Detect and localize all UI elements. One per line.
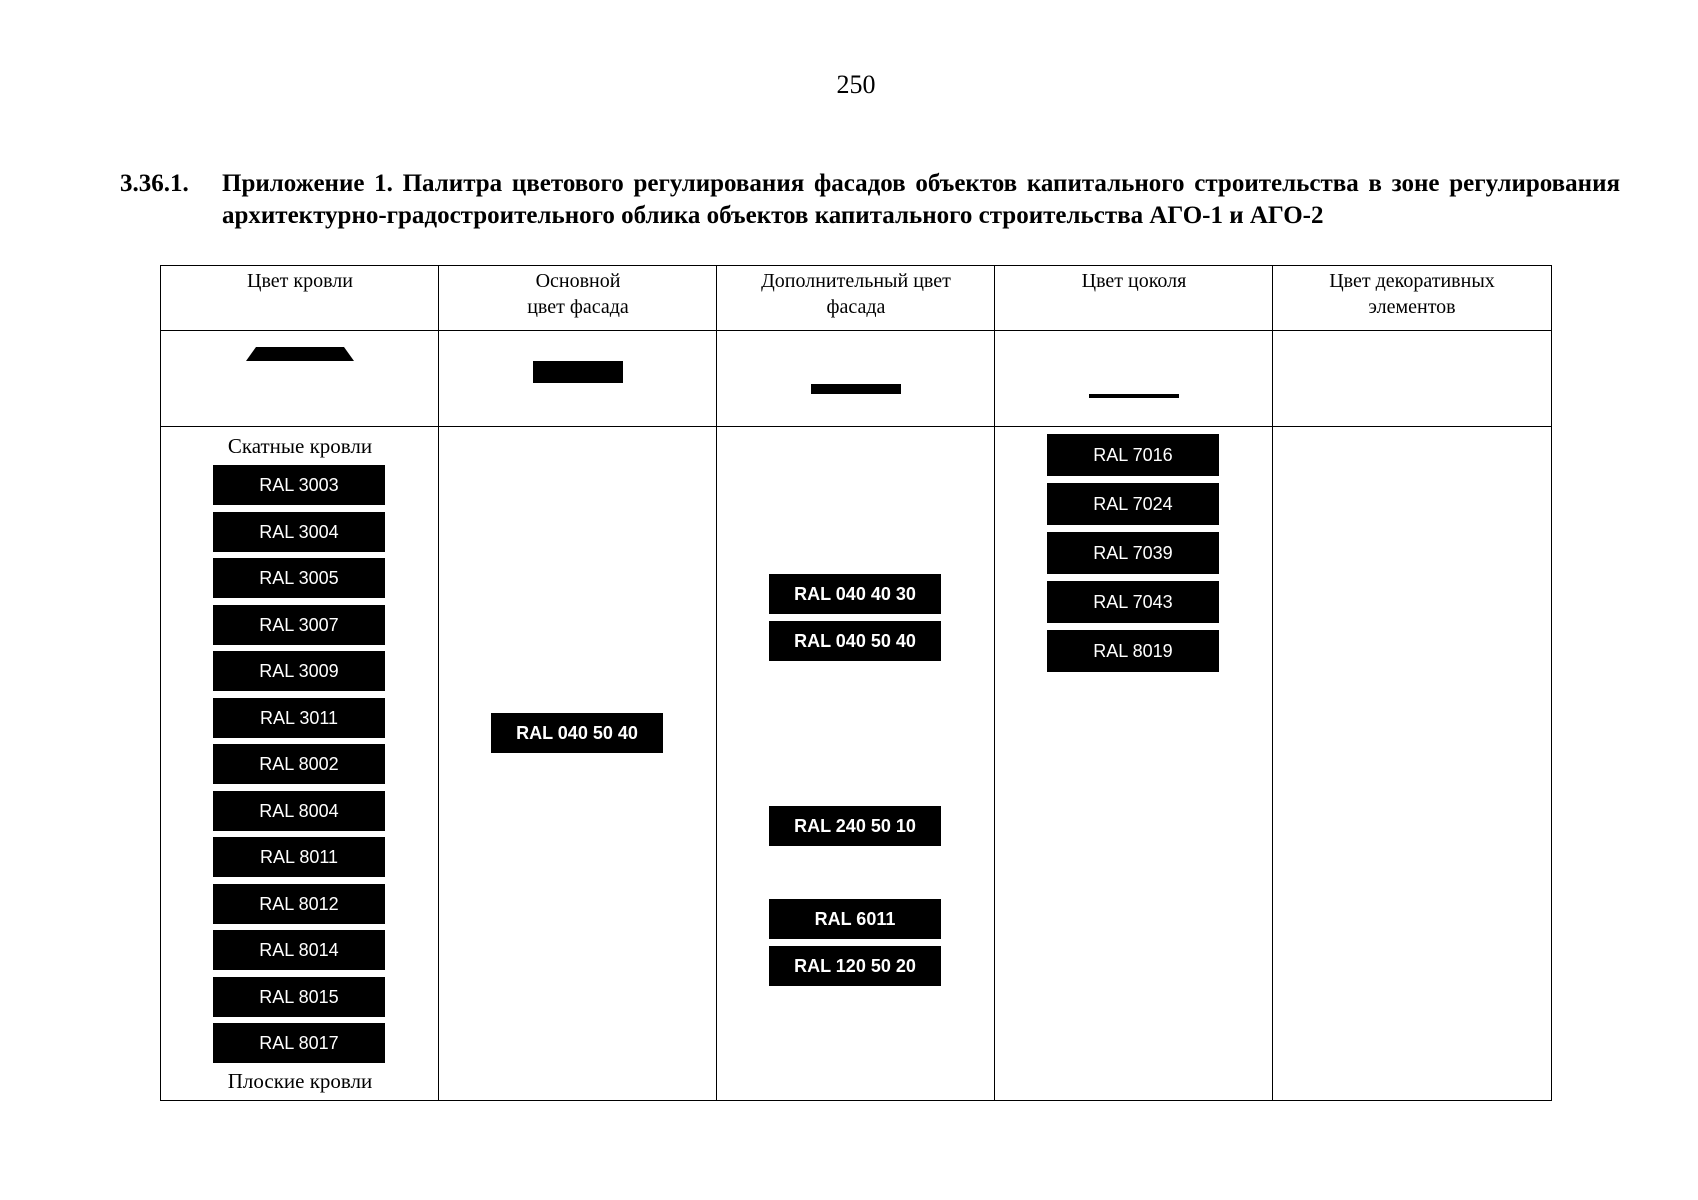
column-divider [1272,266,1273,1100]
header-plinth-color: Цвет цоколя [1081,270,1187,292]
additional-facade-color-chip: RAL 120 50 20 [769,946,941,986]
roof-color-chip: RAL 8004 [213,791,385,831]
color-palette-table [160,265,1552,1101]
plinth-color-chip: RAL 8019 [1047,630,1219,672]
main-facade-color-chip: RAL 040 50 40 [491,713,663,753]
additional-facade-color-chip: RAL 240 50 10 [769,806,941,846]
roof-color-chip: RAL 8012 [213,884,385,924]
section-title: Приложение 1. Палитра цветового регулирования фасадов объектов капитального строительства в зоне регулирования архитектурно-градостроительного облика объектов капитального строительства АГО-1 и АГО-2 [222,170,1620,229]
header-additional-facade-color: Дополнительный цвет фасада [761,270,951,318]
plinth-color-chip: RAL 7039 [1047,532,1219,574]
header-roof-color: Цвет кровли [247,270,353,292]
plinth-icon [1089,394,1179,398]
section-heading [120,168,1620,232]
flat-roofs-label: Плоские кровли [227,1069,373,1093]
roof-color-chip: RAL 3011 [213,698,385,738]
plinth-color-chip: RAL 7024 [1047,483,1219,525]
plinth-color-chip: RAL 7016 [1047,434,1219,476]
column-divider [438,266,439,1100]
additional-facade-color-chip: RAL 040 50 40 [769,621,941,661]
roof-icon [246,347,354,363]
roof-color-chip: RAL 8017 [213,1023,385,1063]
additional-facade-color-chip: RAL 6011 [769,899,941,939]
additional-facade-color-chip: RAL 040 40 30 [769,574,941,614]
roof-color-chip: RAL 8011 [213,837,385,877]
row-divider [161,426,1551,427]
roof-color-chip: RAL 3007 [213,605,385,645]
page-number: 250 [836,70,876,99]
column-divider [994,266,995,1100]
pitched-roofs-label: Скатные кровли [227,434,373,458]
roof-color-chip: RAL 3005 [213,558,385,598]
plinth-color-chip: RAL 7043 [1047,581,1219,623]
row-divider [161,330,1551,331]
column-divider [716,266,717,1100]
roof-color-chip: RAL 3004 [213,512,385,552]
roof-color-chip: RAL 3003 [213,465,385,505]
section-number: 3.36.1. [120,170,189,197]
header-main-facade-color: Основной цвет фасада [527,270,629,318]
roof-color-chip: RAL 3009 [213,651,385,691]
main-facade-icon [533,361,623,383]
header-decorative-color: Цвет декоративных элементов [1329,270,1495,318]
roof-color-chip: RAL 8015 [213,977,385,1017]
additional-facade-icon [811,384,901,394]
roof-color-chip: RAL 8002 [213,744,385,784]
roof-color-chip: RAL 8014 [213,930,385,970]
